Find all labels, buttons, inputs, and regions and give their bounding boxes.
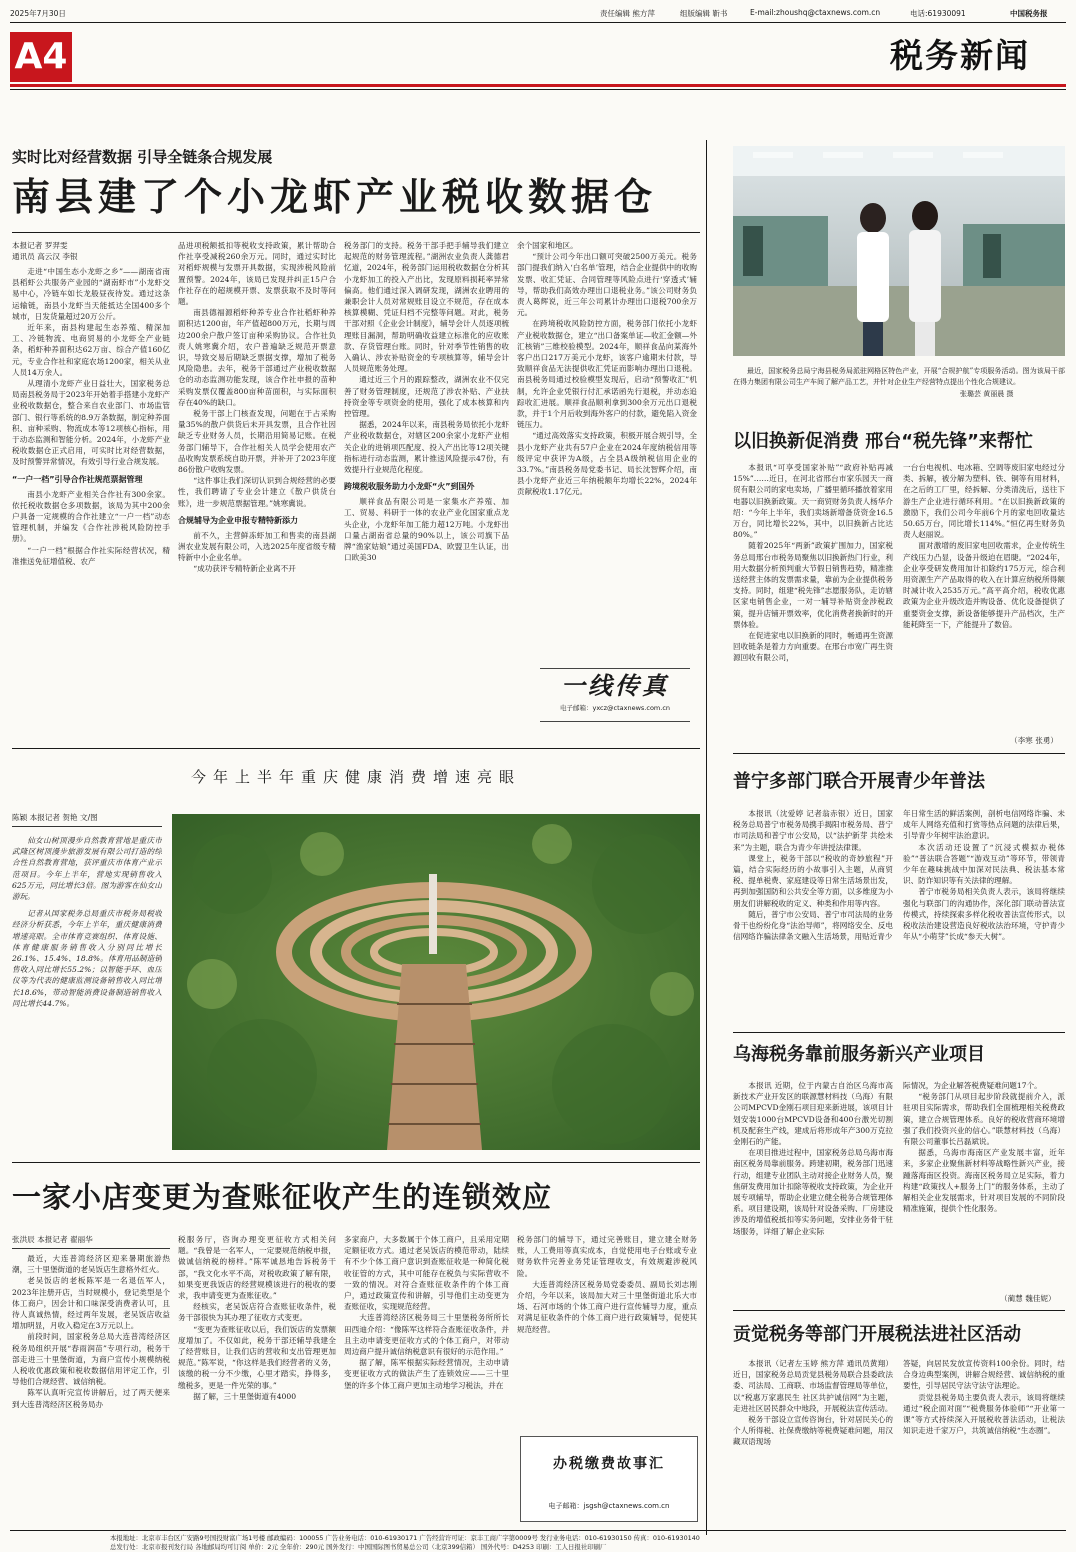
paragraph: 本报讯 近期，位于内蒙古自治区乌海市高新技术产业开发区的联源慧材料技（乌海）有限公司MPCVD金刚石项目迎来新进展，该项目计划安装1000台MPCVD设备和400台激光切割机及配套生产线，建成后将形成年产300万克拉金刚石的产能。 [733, 1081, 893, 1147]
paragraph: 随后，普宁市公安局、普宁市司法局的业务骨干也纷纷化身“法治导师”，将网络安全、反电信网络诈骗法律条文融入生活场景，用贴近青少 [733, 909, 893, 942]
paragraph: 前段时间，国家税务总局大连普湾经济区税务局组织开展“春雨润苗”专项行动，税务干部走进三十里堡街道，为商户宣传小规模纳税人税收优惠政策和税收数据信用评定工作，引导他们合规经营、诚信纳税。 [12, 1332, 170, 1387]
consumer-sidebar [12, 812, 162, 1152]
lead-column-3 [344, 240, 509, 740]
chain-col-d [517, 1234, 697, 1424]
paragraph: 税务干部上门核查发现，问题在于占采购量35%的散户供货后未开具发票，且合作社因缺乏专业财务人员，长期沿用简易记账。在税务部门辅导下，合作社相关人员学会使用农产品收购发票系统自助开票，并补开了2023年度86份散户收购发票。 [178, 409, 336, 475]
puning-col-b [903, 808, 1065, 1030]
paragraph: 陈军认真听完宣传讲解后，过了两天便来到大连普湾经济区税务局办 [12, 1388, 170, 1409]
story-stamp [520, 1436, 698, 1522]
paragraph: 答疑，向居民发放宣传资料100余份。同时，结合身边典型案例，讲解合规经营、诚信纳税的重要性，引导居民守法守法守法理论。 [903, 1359, 1065, 1391]
paragraph: 走进“中国生态小龙虾之乡”——湖南省南县稻虾公共服务产业园的“湖南虾市”小龙虾交易中心，冷链车如长龙般昼夜待发。通过这条运输链，南县小龙虾当天能抵达全国400多个城市，日发货量超过20万公斤。 [12, 267, 170, 321]
chain-col-c [344, 1234, 509, 1524]
paragraph: 本报讯“可享受国家补贴”“政府补贴再减15%”……近日，在河北省邢台市家乐园天一商贸有限公司的家电卖场，广播里循环播放着家用电器以旧换新政策。天一商贸财务负责人杨华介绍：“今年上半年，我们卖场新增备货资金16.5万台，同比增长22%，其中，以旧换新占比达80%。” [733, 463, 893, 540]
paragraph: “成功获评专精特新企业离不开 [193, 564, 296, 574]
paragraph: 本次活动还设置了“沉浸式模拟办税体验”“普法联合答题”“游戏互动”等环节，带领青少年在趣味挑战中加深对民法典、税法基本常识、防诈知识等有关法律的理解。 [903, 842, 1065, 886]
paragraph: 近年来，南县构建起生态养殖、精深加工、冷链物流、电商贸易的小龙虾全产业链条，稻虾种养面积达62万亩、综合产值160亿元，专业合作社和家庭农场1200家，相关从业人员14万余人。 [12, 323, 170, 377]
chain-col-a-text [12, 1253, 170, 1523]
story-stamp-title: 办税缴费故事汇 [553, 1456, 665, 1472]
lead-byline-correspondent: 通讯员 高云汉 李银 [12, 252, 78, 261]
section-rule-thin [10, 89, 1066, 90]
paragraph: 多家商户，大多数属于个体工商户，且采用定期定额征收方式。通过老吴饭店的模范带动，陆续有不少个体工商户意识到查账征收是一种简化税收征管的方式，其中可能存在税负与实际营收不一致的情况。对符合查账征收条件的个体工商户，通过政策宣传和讲解，引导他们主动变更为查账征收，实现规范经营。 [344, 1235, 509, 1312]
issue-date: 2025年7月30日 [10, 9, 66, 18]
yixian-stamp-title: 一线传真 [561, 671, 669, 700]
lead-title: 南县建了个小龙虾产业税收数据仓 [12, 175, 658, 219]
paragraph: 一台台电视机、电冰箱、空调等废旧家电经过分类、拆解，被分解为塑料、铁、铜等有用材料，在之后的工厂里，经拆解、分类清洗后，送往下游生产企业进行循环利用。“在以旧换新政策的激励下，我们公司今年前6个月的家电回收量达50.65万台，同比增长114%。”恒亿再生财务负责人赵丽说。 [903, 463, 1065, 540]
paragraph: 最近，大连普湾经济区迎来暑期旅游热潮，三十里堡街道的老吴饭店生意格外红火。 [12, 1254, 170, 1275]
gongjue-col-a [733, 1358, 893, 1526]
paragraph: 大连普湾经济区税务局三十里堡税务所所长田西迪介绍：“像陈军这样符合查账征收条件，并且主动申请变更征收方式的个体工商户，对带动周边商户提升诚信纳税意识有很好的示范作用。” [344, 1313, 509, 1357]
paragraph: 贡觉县税务局主要负责人表示，该局将继续通过“税企面对面”“税费服务体验师”“开业第一课”等方式持续深入开展税收普法活动，让税法知识走进千家万户，共筑诚信纳税“生态圈”。 [903, 1392, 1065, 1436]
paragraph: 南县德福源稻虾种养专业合作社稻虾种养面积达1200亩，年产值超800万元，长期与周边200余户散户签订亩种采购协议。合作社负责人姚寒冀介绍，农户普遍缺乏规范开票意识，导致交易后期缺乏票据支撑，增加了税务风险隐患。去年，税务干部通过产业税收数据仓的动态监测功能发现，该合作社申报的苗种采购发票仅覆盖800亩种苗面积，与实际面积存在40%的缺口。 [178, 308, 336, 407]
consumer-caption [12, 835, 162, 902]
paragraph: 税务部门的辅导下，通过完善账目，建立建全财务账，人工费用等真实成本，自觉使用电子台账或专业财务软件完善业务凭证管理收支，有效规避涉税风险。 [517, 1235, 697, 1278]
section-rule-thick [10, 84, 1066, 87]
story-stamp-email: 电子邮箱：jsgsh@ctaxnews.com.cn [548, 1502, 670, 1510]
paragraph: 据悉，2024年以来，南县税务局依托小龙虾产业税收数据仓，对辖区200余家小龙虾产业相关企业的进销项匹配度、投入产出比等12项关键指标进行动态监测，累计推送风险提示47份，有效提升行业规范化程度。 [344, 420, 509, 475]
paragraph: “预计公司今年出口额可突破2500万美元。税务部门提我们纳入‘白名单’管理，结合企业提供中的收购发票、收汇凭证、合同管理等风险点进行‘穿透式’辅导，帮助我们高效办理出口退税业务。”该公司财务负责人葛辉说，近三年公司累计办理出口退税700余万元。 [517, 252, 697, 318]
lead-col2b-text [178, 530, 336, 575]
paragraph: 据了解，陈军根据实际经营情况，主动申请变更征收方式的做法产生了连锁效应——三十里堡的许多个体工商户更加主动地学习税法，并在 [344, 1358, 509, 1390]
paragraph: 随着2025年“两新”政策扩围加力，国家税务总局邢台市税务局聚焦以旧换新热门行业，利用大数据分析预判重大节假日销售趋势，精准推送经营主体的发票需求量，靠前为企业提供税务支持。同时，组建“税先锋”志愿服务队，走访辖区家电销售企业，一对一辅导补贴资金涉税政策，提升店铺开票效率，优化消费者换新时的开票体验。 [733, 541, 893, 629]
lead-kicker: 实时比对经营数据 引导全链条合规发展 [12, 148, 273, 166]
lead-col1b-text [12, 489, 170, 567]
chain-title: 一家小店变更为查账征收产生的连锁效应 [12, 1180, 553, 1214]
editor-email: E-mail:zhoushq@ctaxnews.com.cn [750, 8, 881, 17]
paragraph: 课堂上，税务干部以“税收的奇妙旅程”开篇，结合实际经历的小故事引入主题，从商贸税、提单税费、家庭建设等日常生活场景出发，再到加强国防和公共安全等方面，以多维度为小朋友们讲解税收的定义、种类和作用等内容。 [733, 853, 893, 908]
xingtai-credit: （李寒 张勇） [1010, 736, 1058, 745]
paragraph: 面对激增的废旧家电回收需求，企业传统生产线压力凸显，设备升级迫在眉睫。“2024年，企业享受研发费用加计扣除约175万元，综合利用资源生产产品取得的收入在计算应纳税所得额时减计收入2535万元。”高平高介绍，税收优惠政策为企业升级改造并购设备、优化设备提供了重要资金支撑，新设备能够提升产品档次，生产能耗降至一下，产能提升了数倍。 [903, 541, 1065, 629]
chain-byline: 张洪辰 本报记者 翟丽华 [12, 1234, 170, 1249]
factory-photo-image [733, 146, 1065, 356]
lead-subhead-1: “一户一档”引导合作社规范票据管理 [12, 474, 143, 484]
gongjue-title: 贡觉税务等部门开展税法进社区活动 [733, 1324, 1021, 1345]
wuhai-col-a [733, 1080, 893, 1304]
lead-col4-text [517, 240, 697, 660]
paragraph: 本报讯（沈爱婷 记者翁赤银）近日，国家税务总局普宁市税务局携手揭阳市税务局、普宁市司法局和普宁市公安局，以“法护新芽 共绘未来”为主题，联合为青少年讲授法律课。 [733, 809, 893, 852]
wuhai-credit: （蔺慧 魏佳妮） [1000, 1294, 1056, 1303]
lead-col1-text [12, 266, 170, 468]
page-number: A4 [10, 32, 72, 82]
lead-subhead-3: 跨境税收服务助力小龙虾“火”到国外 [344, 482, 475, 492]
yixian-stamp-email: 电子邮箱：yxcz@ctaxnews.com.cn [559, 704, 671, 712]
consumer-byline: 陈颖 本报记者 贺艳 文/图 [12, 812, 162, 827]
lead-column-1 [12, 240, 170, 740]
paragraph: 据了解，三十里堡街道有4000 [193, 1391, 297, 1401]
wuhai-title: 乌海税务靠前服务新兴产业项目 [733, 1044, 985, 1065]
editor-credit: 责任编辑 熊方萍 [600, 9, 655, 18]
editor-phone: 电话:61930091 [910, 9, 966, 18]
lead-col2-text [178, 240, 336, 509]
lead-subhead-2: 合规辅导为企业申报专精特新添力 [178, 515, 298, 525]
chain-col-b [178, 1234, 336, 1524]
paragraph: 通过近三个月的跟踪整改，湖洲农业不仅完善了财务管理制度，还规范了涉农补贴、产业扶持资金等专项资金的使用，强化了成本核算和内控管理。 [344, 375, 509, 419]
forest-tower-image [172, 814, 700, 1150]
paragraph: 记者从国家税务总局重庆市税务局税收经济分析获悉，今年上半年，重庆健康消费增速亮眼。全市体育竞赛组织、体育设施、体育健康服务销售收入分别同比增长26.1%、15.4%、18.8%。体育用品制造销售收入同比增长55.2%；以智能手环、血压仪等为代表的健康监测设备销售收入同比增长18.6%，带动智能消费设备制造销售收入同比增长44.7%。 [12, 909, 162, 1008]
chain-col-a [12, 1234, 170, 1524]
layout-editor-credit: 组版编辑 靳书 [680, 9, 728, 18]
lead-col3b-text [344, 496, 509, 563]
paper-name: 中国税务报 [1010, 9, 1048, 18]
paragraph: 在项目推进过程中，国家税务总局乌海市海南区税务局靠前服务。跨建初期，税务部门迅速行动，组建专业团队主动对接企业财务人员，聚焦研发费用加计扣除等税收支持政策，为企业开展专项辅导，帮助企业建立健全税务合规管理体系。项目建设期，该局针对设备采购、厂房建设涉及的增值税抵扣等实务问题，安排业务骨干驻场服务，详细了解企业实际 [733, 1148, 893, 1236]
consumer-headline: 今年上半年重庆健康消费增速亮眼 [190, 768, 521, 786]
paragraph: “税务部门从项目起步阶段就提前介入，派驻项目实际需求，帮助我们全面梳理相关税费政策，建立合规管理体系。良好的税收营商环境增强了我们投资兴业的信心。”联慧材料技（乌海）有限公司董事长吕磊斌说。 [903, 1092, 1065, 1147]
puning-divider [733, 1032, 1065, 1033]
header-strip [10, 8, 1066, 20]
lead-byline-reporter: 本报记者 罗羿雯 [12, 241, 68, 250]
paragraph: 在促进家电以旧换新的同时，畅通再生资源回收链条是着力方向重要。在邢台市宽广再生资源回收有限公司， [733, 631, 893, 663]
lead-column-2 [178, 240, 336, 740]
paragraph: “通过高效落实支持政策，积极开展合规引导，全县小龙虾产业共有57户企业在2024年度纳税信用等级评定中获评为A级，占全县A级纳税信用企业的33.7%。”南县税务局党委书记、局长沈智辉介绍，南县小龙虾产业近三年纳税额年均增长22%，2024年贡献税收1.17亿元。 [517, 431, 697, 497]
wuhai-divider [733, 1310, 1065, 1311]
paragraph: “一户一档”根据合作社实际经营状况，精准推送免征增值税、农产 [12, 545, 170, 566]
paragraph: 品进项税额抵扣等税收支持政策，累计帮助合作社享受减税260余万元。同时，通过实时比对稻虾规模与发票开具数据，实现涉税风险前置预警。2024年，该局已发现并纠正15户合作社存在的超规模开票、发票获取不及时等问题。 [178, 241, 336, 307]
paragraph: 税务干部设立宣传咨询台，针对居民关心的个人所得税、社保费缴纳等税费疑难问题，用汉藏双语现场 [733, 1415, 893, 1447]
xingtai-col-a [733, 462, 893, 747]
paragraph: 老吴饭店的老板陈军是一名退伍军人，2023年注册开店，当时规模小，登记类型是个体工商户，因会计和口味深受消费者认可，且待人真诚热情，经过两年发展，老吴饭店收益增加明显，月收入稳定在3万元以上。 [12, 1276, 170, 1331]
paragraph: 本报讯（记者左玉婷 熊方萍 通讯员黄翔）近日，国家税务总局贡觉县税务局联合县委政法委、司法局、工商联、市场监督管理局等单位，以“税惠万家惠民生 社区共护诚信网”为主题，走进社区居民群众中地段，开展税法宣传活动。 [733, 1359, 893, 1413]
footer-line-2: 总发行处：北京市报刊发行局 各地邮局均可订阅 单价：2元 全年价：290元 国外发行：中国国际图书贸易总公司（北京399信箱） 国外代号：D4253 印刷：工人日报社印刷厂 [110, 1543, 607, 1551]
xingtai-title: 以旧换新促消费 邢台“税先锋”来帮忙 [733, 431, 1033, 452]
lead-col3-text [344, 240, 509, 475]
caption-text: 最近，国家税务总局宁海县税务局派驻网格区特色产业，开展“合规护航”专项服务活动。图为该局干部在得力集团有限公司生产车间了解产品工艺，并针对企业生产经营特点提出个性化合规建议。 [733, 367, 1065, 386]
xingtai-divider [733, 753, 1065, 754]
lead-title-rule [12, 232, 700, 233]
consumer-text [12, 908, 162, 1009]
factory-photo-credit: 张璐芸 黄丽晨 摄 [960, 390, 1014, 398]
paragraph: 税服务厅，咨询办理变更征收方式相关问题。“我曾是一名军人，一定要规范纳税申报，做诚信纳税的榜样。”陈军诚恳地告诉税务干部，“我文化水平不高，对税收政策了解有限，如果变更我饭店的经营规模该进行的税收的要求，我申请变更为查账征收。” [178, 1235, 336, 1301]
paragraph: 在跨境税收风险防控方面，税务部门依托小龙虾产业税收数据仓，建立“出口备案单证—收汇金额—外汇核销”三维校验模型。2024年，顺祥食品向某海外客户出口217万美元小龙虾，该客户逾期未付款，导致顺祥食品无法提供收汇凭证而影响办理出口退税。南县税务局通过校验模型发现后，启动“预警收汇”机制，允许企业凭银行付汇承诺函先行退税，并动态追踪收汇进展。顺祥食品顺利拿到300余万元出口退税款，并于1个月后收到海外客户的付款，避免陷入资金链压力。 [517, 319, 697, 430]
lead-column-4 [517, 240, 697, 660]
paragraph: 前不久，主营鲜冻虾加工和售卖的南县湖洲农业发展有限公司，入选2025年度省级专精特新中小企业名单。 [178, 530, 336, 563]
column-separator [706, 140, 707, 1535]
footer-line-1: 本报地址：北京市丰台区广安路9号国投财富广场1号楼 邮政编码：100055 广告业务电话：010-61930171 广告经营许可证：京丰工商广字第0009号 发行业务电话：010-61930150 传真：010-61930140 [110, 1534, 700, 1542]
paragraph: 普宁市税务局相关负责人表示，该局将继续强化与联部门的沟通协作，深化部门联动普法宣传模式，持续探索多样化税收普法宣传形式，以税收法治建设营造良好税收法治环境，守护青少年从“小萌芽”长成“参天大树”。 [903, 887, 1065, 942]
factory-photo-caption [733, 366, 1065, 400]
xingtai-col-b [903, 462, 1065, 732]
paragraph: 从理清小龙虾产业日益壮大，国家税务总局南县税务局于2023年开始着手搭建小龙虾产业税收数据仓，整合来自农业部门、市场监管部门、银行等系统的8.9万条数据，制定种养面积、亩种采购、物流成本等12项核心指标，用于动态监测和智能分析。2024年，小龙虾产业税收数据仓正式启用，可实时比对经营数据，及时预警异常情况，有效引导行业合规发展。 [12, 379, 170, 467]
factory-photo [733, 146, 1065, 356]
yixian-stamp [540, 668, 690, 722]
paragraph: 顺祥食品有限公司是一家集水产养殖、加工、贸易、科研于一体的农业产业化国家重点龙头企业，小龙虾年加工能力超12万吨。小龙虾出口量占湖南省总量的90%以上，该公司旗下品牌“渔家姑娘”通过美国FDA、欧盟卫生认证，出口欧美30 [344, 497, 509, 563]
paragraph: 际情况，为企业解答税费疑难问题17个。 [903, 1081, 1042, 1090]
wuhai-col-b [903, 1080, 1065, 1292]
header-rule [10, 22, 1066, 23]
caption-text: 仙女山树顶漫步自然教育营地是重庆市武隆区树顶漫步旅游发展有限公司打造的综合性自然教育营地，获评重庆市体育产业示范项目。今年上半年，营地实现销售收入625万元，同比增长3倍。图为游客在仙女山游玩。 [12, 836, 162, 902]
forest-tower-photo [172, 814, 700, 1150]
consumer-top-rule [12, 748, 700, 749]
puning-col-a [733, 808, 893, 1030]
footer-rule [10, 1530, 1066, 1531]
paragraph: 经核实，老吴饭店符合查账征收条件，税务干部很快为其办理了征收方式变更。 [178, 1302, 336, 1323]
paragraph: 余个国家和地区。 [517, 241, 578, 250]
paragraph: 大连普湾经济区税务局党委委员、副局长刘志刚介绍，今年以来，该局加大对三十里堡街道北乐大市场、石河市场的个体工商户进行宣传辅导力度，重点对满足征收条件的个体工商户进行政策辅导，促使其规范经营。 [517, 1279, 697, 1334]
paragraph: 税务部门的支持。税务干部手把手辅导我们建立起规范的财务管理流程。”湖洲农业负责人龚德君忆道，2024年，税务部门运用税收数据仓分析其小龙虾加工的投入产出比，发现原料损耗率异常偏高。他们通过深入调研发现，湖洲农业聘用的兼职会计人员对常规账目设立不规范，存在成本核算模糊、凭证归档不完整等问题。对此，税务干部对照《企业会计制度》，辅导会计人员逐项梳理账目漏洞，帮助明确收益建立标准化的应收账款、存货管理台账。同时，针对季节性销售的收入确认、涉农补贴资金的专项核算等，辅导会计人员规范账务处理。 [344, 241, 509, 374]
gongjue-col-b [903, 1358, 1065, 1526]
puning-title: 普宁多部门联合开展青少年普法 [733, 771, 985, 792]
section-title: 税务新闻 [890, 36, 1030, 75]
paragraph: “变更为查账征收以后，我们饭店的发票额度增加了。不仅如此，税务干部还辅导我建全了经营账目，让我们店的营收和支出管理更加规范。”陈军说，“你这样是我们经营者的义务，该缴的税一分不少缴，心里才踏实，挣得多，缴税多，更是一件光荣的事。” [178, 1324, 336, 1390]
paragraph: 年日常生活的鲜活案例，剖析电信网络诈骗、未成年人网络充值和打赏等热点问题的法律后果，引导青少年树牢法治意识。 [903, 809, 1065, 841]
paragraph: “这件事让我们深切认识到合规经营的必要性，我们聘请了专业会计建立《散户供货台账》，进一步规范票据管理。”姚寒冀说。 [178, 476, 336, 508]
paragraph: 南县小龙虾产业相关合作社有300余家。依托税收数据仓多项数据，该局为其中200余户具备一定规模的合作社建立“一户一档”动态管理机制，并编发《合作社涉税风险防控手册》。 [12, 489, 170, 544]
chain-top-rule [12, 1162, 700, 1163]
paragraph: 据悉，乌海市海南区产业发展丰富，近年来，多家企业聚焦新材料等战略性新兴产业，接踵落海南区投资。海南区税务局立足实际，着力构建“政策找人+服务上门”的服务体系，主动了解相关企业发展需求，针对项目发展的不同阶段精准施策，提供个性化服务。 [903, 1148, 1065, 1214]
